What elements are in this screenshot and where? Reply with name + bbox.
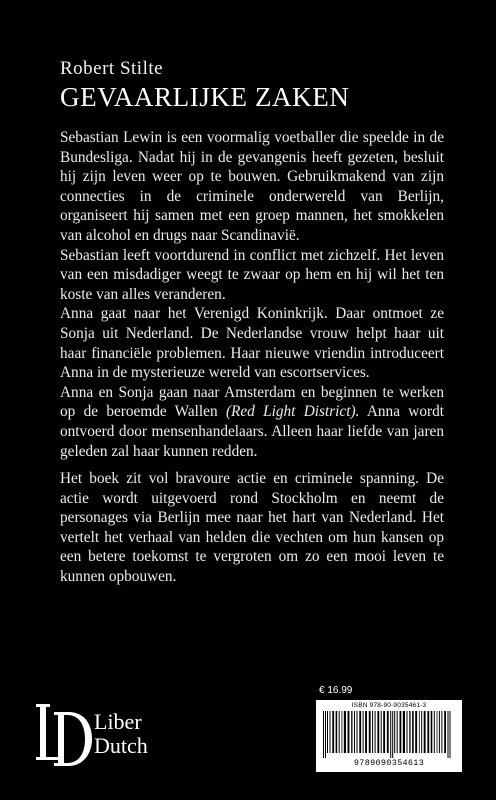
blurb-paragraph-5: Het boek zit vol bravoure actie en criminele spanning. De actie wordt uitgevoerd rond Stockholm en neemt de personages via Berlijn mee naar het hart van Nederland. Het vertelt het verhaal van helden die vechten om hun kansen op een betere toekomst te vergroten om zo een mooi leven te kunnen opbouwen. [60,470,444,586]
blurb [60,128,444,587]
blurb-paragraph-4-start: Anna en Sonja gaan naar Amsterdam en beginnen te werken op de beroemde Wallen [60,383,444,421]
book-title: GEVAARLIJKE ZAKEN [60,82,350,112]
publisher-logo [34,700,194,770]
blurb-paragraph-4-italic: (Red Light District). [225,403,360,421]
blurb-paragraph-1: Sebastian Lewin is een voormalig voetballer die speelde in de Bundesliga. Nadat hij in de gevangenis heeft gezeten, besluit hij zijn leven weer op te bouwen. Gebruikmakend van zijn connecties in de criminele onderwereld van Berlijn, organiseert hij samen met een groep mannen, het smokkelen van alcohol en drugs naar Scandinavië. [60,129,444,244]
blurb-paragraph-4 [60,383,444,461]
publisher-name-line-1: Liber [94,709,142,734]
publisher-name-line-2: Dutch [94,733,148,758]
author-name: Robert Stilte [60,58,164,79]
ean-number: 9789090354613 [353,758,425,768]
barcode-bars [321,711,457,758]
blurb-paragraph-3: Anna gaat naar het Verenigd Koninkrijk. Daar ontmoet ze Sonja uit Nederland. De Nederlandse vrouw helpt haar uit haar financiële problemen. Haar nieuwe vriendin introduceert Anna in de mysterieuze wereld van escortservices. [60,305,444,382]
blurb-paragraph-4-end: Anna wordt ontvoerd door mensenhandelaars. Alleen haar liefde van jaren geleden zal haar kunnen redden. [60,403,444,460]
isbn-label: ISBN 978-90-9035461-3 [351,702,427,709]
price-label: € 16.99 [319,685,353,696]
publisher-name [94,710,148,758]
publisher-monogram-icon [34,700,94,770]
barcode [316,700,462,772]
blurb-paragraph-2: Sebastian leeft voortdurend in conflict met zichzelf. Het leven van een misdadiger weegt te zwaar op hem en hij wil het ten koste van alles veranderen. [60,246,444,303]
